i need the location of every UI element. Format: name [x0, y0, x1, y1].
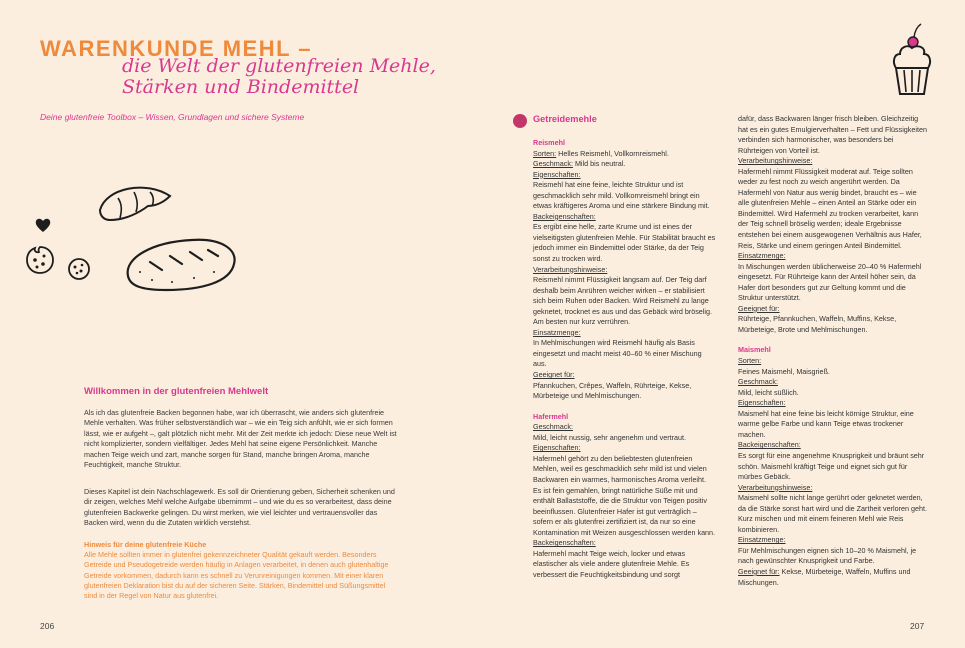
body-text: Hafermehl gehört zu den beliebtesten glutenfreien Mehlen, weil es geschmacklich sehr mild ist und vielen Backwaren ein warmes, harmonisches Aroma verleiht. Es ist fein gemahlen, bringt natürliche Süße mit und enthält Ballaststoffe, die die Struktur von Teigen positiv beeinflussen. Glutenfreier Hafer ist gut verträglich – sofern er als glutenfrei zertifiziert ist, da nur so eine Kontamination mit Weizen ausgeschlossen werden kann.	[533, 453, 716, 537]
field-label: Eigenschaften:	[738, 398, 786, 408]
field-label: Backeigenschaften:	[533, 538, 596, 548]
cookie-icon	[24, 244, 56, 276]
field-label: Geschmack:	[533, 159, 573, 169]
flour-heading: Reismehl	[533, 138, 565, 147]
welcome-paragraph-2: Dieses Kapitel ist dein Nachschlagewerk. Es soll dir Orientierung geben, Sicherheit schenken und dir zeigen, welches Mehl welche Aufgabe übernimmt – und wie du es so verarbeitest, dass deine glutenfreien Backwerke gelingen. Du wirst merken, wie viel leichter und vertrauensvoller das Backen wird, wenn du die Zutaten wirklich verstehst.	[84, 487, 395, 528]
field-label: Geeignet für:	[738, 566, 780, 576]
bread-icon	[122, 236, 240, 294]
field-label: Geschmack:	[533, 422, 573, 432]
field-label: Geschmack:	[738, 377, 778, 387]
body-text: Es ergibt eine helle, zarte Krume und ist eines der vielseitigsten glutenfreien Mehle. Für Stabilität braucht es jedoch immer ein Bindemittel oder Stärke, da der Teig sonst zu trocken wird.	[533, 222, 716, 264]
field-label-row	[738, 156, 929, 167]
body-text: Reismehl hat eine feine, leichte Struktur und ist geschmacklich sehr mild. Vollkornreismehl bringt ein etwas kräftigeres Aroma und eine stärkere Bindung mit.	[533, 180, 710, 211]
chapter-subtitle-line1: die Welt der glutenfreien Mehle,	[122, 55, 436, 77]
section-title: Getreidemehle	[533, 114, 597, 124]
field-label-row	[738, 356, 929, 367]
cookie-icon	[66, 256, 92, 282]
body-text: dafür, dass Backwaren länger frisch bleiben. Gleichzeitig hat es ein gutes Emulgierverhalten – Fett und Flüssigkeiten verbinden sich harmonischer, was besonders bei Rührteigen von Vorteil ist.	[738, 114, 927, 155]
page-number-left: 206	[40, 621, 55, 631]
flour-heading: Maismehl	[738, 345, 771, 355]
body-text: Reismehl nimmt Flüssigkeit langsam auf. Der Teig darf deshalb beim Anrühren weicher wirken – er stabilisiert sich beim Ruhen oder Backen. Wird Reismehl zu lange geknetet, trocknet es aus und das Gebäck wird bröselig. Am besten nur kurz verrühren.	[533, 275, 712, 327]
field-label: Verarbeitungshinweise:	[738, 482, 813, 492]
body-text: Maismehl sollte nicht lange gerührt oder geknetet werden, da die Stärke sonst hart wird und die Zartheit verloren geht. Kurz mischen und mit einem feineren Mehl wie Reis kombinieren.	[738, 493, 927, 534]
field-label-row	[738, 535, 929, 546]
field-label-row	[533, 159, 716, 170]
field-label-row	[533, 265, 716, 276]
field-label-row	[738, 483, 929, 494]
body-text: Es sorgt für eine angenehme Knusprigkeit und bräunt sehr schön. Maismehl kräftigt Teige und eignet sich gut für mürbes Gebäck.	[738, 450, 925, 482]
body-text: Mild, leicht nussig, sehr angenehm und vertraut.	[533, 432, 687, 442]
welcome-heading: Willkommen in der glutenfreien Mehlwelt	[84, 386, 269, 397]
body-text: Hafermehl nimmt Flüssigkeit moderat auf. Teige sollten weder zu fest noch zu weich angerührt werden. Da Hafermehl von Natur aus wenig bindet, braucht es – wie alle glutenfreien Mehle – einen Anteil an Stärke oder ein Bindemittel. Wird Hafermehl zu trocken verarbeitet, kann der Teig schnell bröselig werden; ideale Ergebnisse entstehen bei einem ausgewogenen Verhältnis aus Hafer, Reis, Stärke und einem geringen Anteil Bindemittel.	[738, 166, 922, 250]
croissant-icon	[96, 180, 174, 228]
field-label: Sorten:	[533, 148, 557, 158]
body-text: Mild, leicht süßlich.	[738, 387, 799, 397]
field-label-row	[533, 370, 716, 381]
field-label-row	[738, 377, 929, 388]
field-label: Einsatzmenge:	[738, 251, 786, 261]
field-label: Geeignet für:	[738, 303, 780, 313]
field-value: Helles Reismehl, Vollkornreismehl.	[556, 148, 669, 158]
field-label: Sorten:	[738, 356, 762, 366]
field-label-row	[533, 149, 716, 160]
flour-heading: Hafermehl	[533, 411, 569, 421]
field-label-row	[738, 304, 929, 315]
field-label: Backeigenschaften:	[738, 440, 801, 450]
field-label-row	[533, 170, 716, 181]
spacer	[533, 402, 716, 412]
field-label: Einsatzmenge:	[533, 327, 581, 337]
body-text: Feines Maismehl, Maisgrieß.	[738, 366, 830, 376]
field-value: Mild bis neutral.	[572, 159, 626, 169]
bullet-dot	[513, 114, 527, 128]
hint-title: Hinweis für deine glutenfreie Küche	[84, 540, 207, 549]
body-text: In Mehlmischungen wird Reismehl häufig als Basis eingesetzt und macht meist 40–60 % einer Mischung aus.	[533, 338, 702, 369]
field-label-row	[533, 328, 716, 339]
field-label-row	[738, 251, 929, 262]
field-label: Eigenschaften:	[533, 169, 581, 179]
body-text: Für Mehlmischungen eignen sich 10–20 % Maismehl, je nach gewünschter Knusprigkeit und Farbe.	[738, 545, 917, 566]
toolbox-subtitle: Deine glutenfreie Toolbox – Wissen, Grundlagen und sichere Systeme	[40, 112, 305, 122]
body-text: In Mischungen werden üblicherweise 20–40 % Hafermehl eingesetzt. Für Rührteige kann der Anteil höher sein, da Hafer dort besonders gut zur Geltung kommt und die Struktur unterstützt.	[738, 261, 922, 303]
welcome-paragraph-1: Als ich das glutenfreie Backen begonnen habe, war ich überrascht, wie anders sich glutenfreie Mehle verhalten. Was früher selbstverständlich war – wie ein Teig sich anfühlt, wie er sich formen lässt, wie er aufgeht –, galt plötzlich nicht mehr. Mit der Zeit merkte ich jedoch: Diese neue Welt ist nicht komplizierter, sondern vielfältiger. Jedes Mehl hat seine eigene Persönlichkeit. Manche machen Teige weich und zart, manche sorgen für Stand, manche bringen Aroma, manche Feuchtigkeit, manche Struktur.	[84, 408, 397, 470]
body-text: Rührteige, Pfannkuchen, Waffeln, Muffins, Kekse, Mürbeteige, Brote und Mehlmischungen.	[738, 314, 897, 334]
field-label-row	[738, 440, 929, 451]
field-label-row	[533, 422, 716, 433]
field-label: Eigenschaften:	[533, 443, 581, 453]
hint-text: Alle Mehle sollten immer in glutenfrei gekennzeichneter Qualität gekauft werden. Besonders Getreide und Pseudogetreide werden häufig in Anlagen verarbeitet, in denen auch glutenhaltige Getreide vorkommen, dadurch kann es schnell zu Verunreinigungen kommen. Mit einer klaren glutenfreien Deklaration bist du auf der sicheren Seite. Stärken, Bindemittel und Süßungsmittel sind in der Regel von Natur aus glutenfrei.	[84, 550, 389, 601]
field-label: Verarbeitungshinweise:	[738, 156, 813, 166]
spacer	[738, 335, 929, 345]
cupcake-icon	[890, 14, 934, 98]
heart-icon	[34, 216, 52, 234]
chapter-title: WARENKUNDE MEHL –	[40, 36, 313, 61]
body-text: Pfannkuchen, Crêpes, Waffeln, Rührteige, Kekse, Mürbeteige und Mehlmischungen.	[533, 380, 692, 401]
field-value: Kekse, Mürbeteige, Waffeln, Muffins und Mischungen.	[738, 566, 911, 587]
field-label-row	[738, 398, 929, 409]
field-label-row	[533, 538, 716, 549]
field-label: Geeignet für:	[533, 370, 575, 380]
field-label: Einsatzmenge:	[738, 535, 786, 545]
column-right	[738, 114, 929, 588]
field-label-row	[738, 567, 929, 588]
column-left	[533, 138, 716, 580]
body-text: Maismehl hat eine feine bis leicht körnige Struktur, eine warme gelbe Farbe und kann Teige etwas trockener machen.	[738, 408, 914, 439]
chapter-subtitle-line2: Stärken und Bindemittel	[122, 76, 360, 98]
page-number-right: 207	[910, 621, 925, 631]
field-label: Verarbeitungshinweise:	[533, 264, 608, 274]
field-label-row	[533, 443, 716, 454]
field-label-row	[533, 212, 716, 223]
field-label: Backeigenschaften:	[533, 211, 596, 221]
body-text: Hafermehl macht Teige weich, locker und etwas elastischer als viele andere glutenfreie Mehle. Es verbessert die Feuchtigkeitsbindung und sorgt	[533, 548, 690, 579]
